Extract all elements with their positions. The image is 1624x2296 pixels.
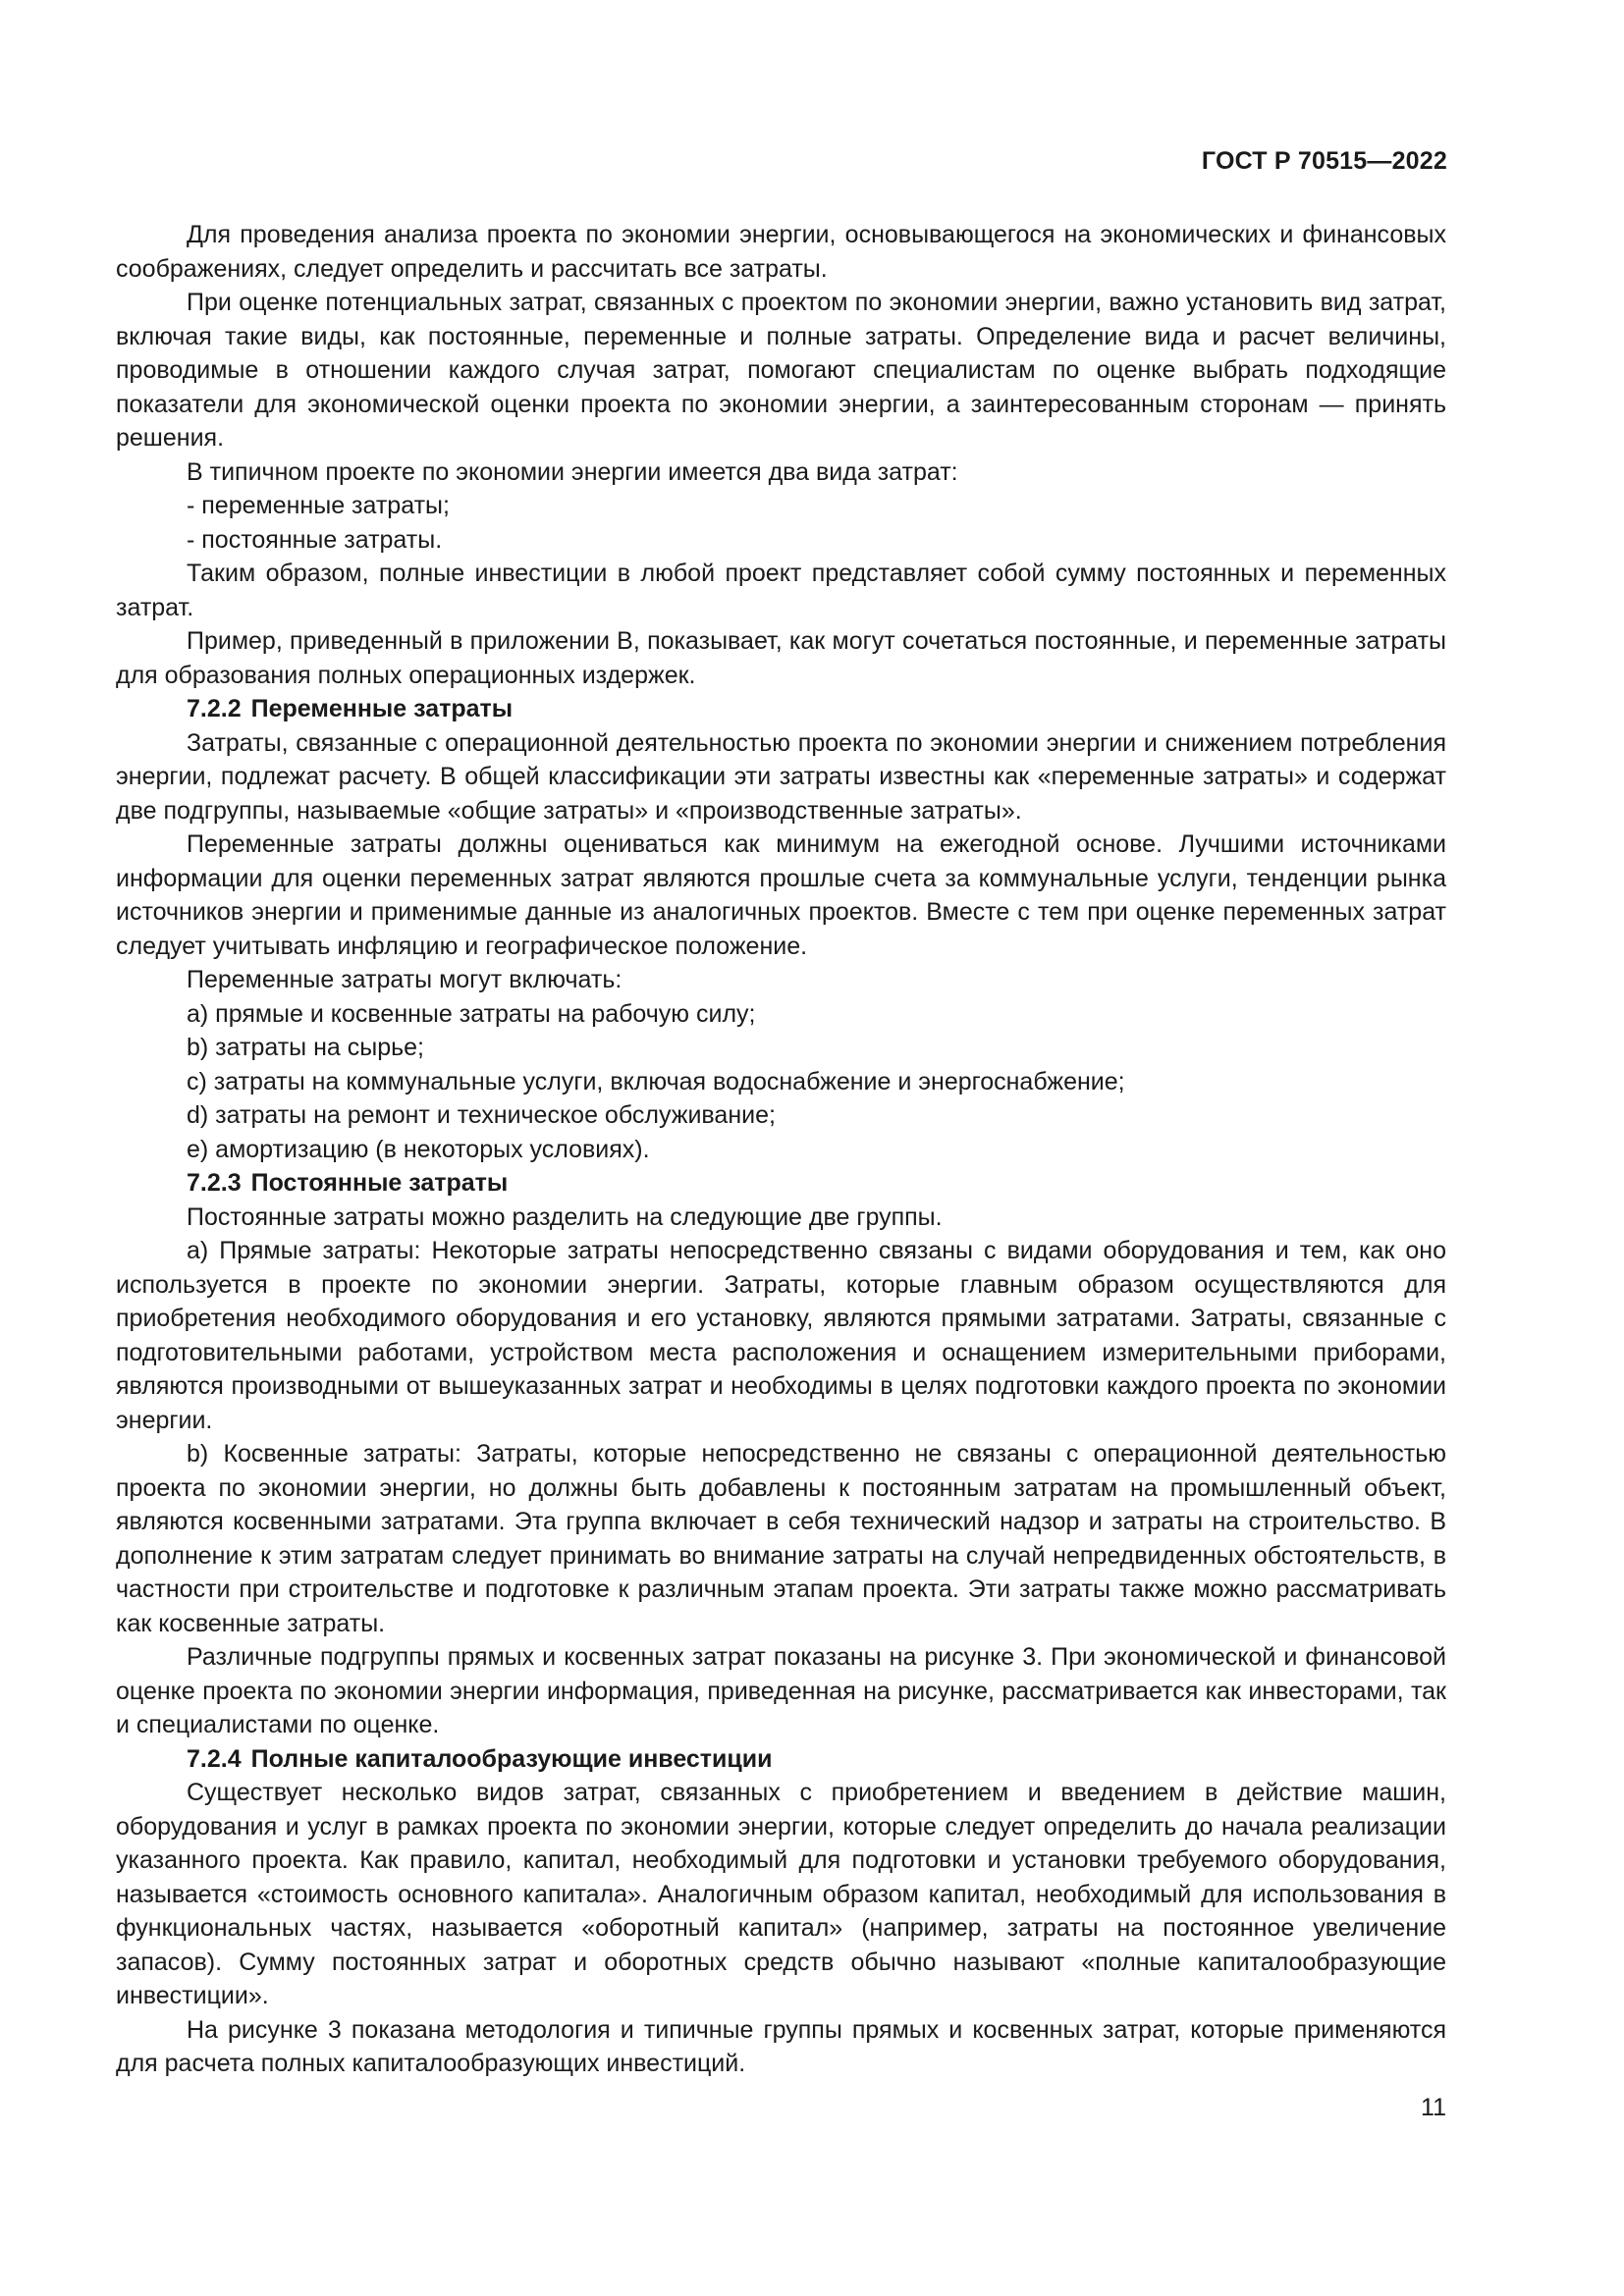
paragraph: Затраты, связанные с операционной деятельностью проекта по экономии энергии и снижением потребления энергии, подлежат расчету. В общей классификации эти затраты известны как «переменные затраты» и содержат две подгруппы, называемые «общие затраты» и «производственные затраты».	[116, 728, 1446, 825]
list-item: c) затраты на коммунальные услуги, включая водоснабжение и энергоснабжение;	[187, 1067, 1125, 1095]
section-heading-7-2-4	[116, 1742, 1446, 1777]
paragraph: Пример, приведенный в приложении В, показывает, как могут сочетаться постоянные, и переменные затраты для образования полных операционных издержек.	[116, 627, 1446, 689]
list-item: a) прямые и косвенные затраты на рабочую силу;	[187, 999, 756, 1028]
paragraph: На рисунке 3 показана методология и типичные группы прямых и косвенных затрат, которые применяются для расчета полных капиталообразующих инвестиций.	[116, 2015, 1446, 2077]
page-number: 11	[1421, 2094, 1446, 2121]
section-title: Постоянные затраты	[250, 1169, 509, 1197]
paragraph: Таким образом, полные инвестиции в любой проект представляет собой сумму постоянных и переменных затрат.	[116, 560, 1446, 621]
section-heading-7-2-3	[116, 1166, 1446, 1201]
list-item: e) амортизацию (в некоторых условиях).	[187, 1135, 650, 1163]
document-body	[116, 218, 1446, 2081]
section-number: 7.2.2	[187, 695, 242, 722]
paragraph: a) Прямые затраты: Некоторые затраты непосредственно связаны с видами оборудования и тем, как оно используется в проекте по экономии энергии. Затраты, которые главным образом осуществляются для приобретения необходимого оборудования и его установку, являются прямыми затратами. Затраты, связанные с подготовительными работами, устройством места расположения и оснащением измерительными приборами, являются производными от вышеуказанных затрат и необходимы в целях подготовки каждого проекта по экономии энергии.	[116, 1237, 1446, 1434]
paragraph: При оценке потенциальных затрат, связанных с проектом по экономии энергии, важно установить вид затрат, включая такие виды, как постоянные, переменные и полные затраты. Определение вида и расчет величины, проводимые в отношении каждого случая затрат, помогают специалистам по оценке выбрать подходящие показатели для экономической оценки проекта по экономии энергии, а заинтересованным сторонам — принять решения.	[116, 289, 1446, 452]
section-title: Полные капиталообразующие инвестиции	[250, 1744, 773, 1773]
section-heading-7-2-2	[116, 692, 1446, 726]
standard-code-header: ГОСТ Р 70515—2022	[1201, 147, 1447, 175]
paragraph: Различные подгруппы прямых и косвенных затрат показаны на рисунке 3. При экономической и финансовой оценке проекта по экономии энергии информация, приведенная на рисунке, рассматривается как инвесторами, так и специалистами по оценке.	[116, 1643, 1446, 1738]
paragraph: Для проведения анализа проекта по экономии энергии, основывающегося на экономических и финансовых соображениях, следует определить и рассчитать все затраты.	[116, 221, 1446, 283]
list-item: - постоянные затраты.	[187, 525, 443, 554]
section-number: 7.2.4	[187, 1744, 242, 1773]
list-item: b) затраты на сырье;	[187, 1034, 424, 1061]
paragraph: В типичном проекте по экономии энергии имеется два вида затрат:	[187, 457, 958, 486]
list-item: - переменные затраты;	[187, 492, 450, 519]
list-item: d) затраты на ремонт и техническое обслуживание;	[187, 1101, 776, 1129]
paragraph: b) Косвенные затраты: Затраты, которые непосредственно не связаны с операционной деятельностью проекта по экономии энергии, но должны быть добавлены к постоянным затратам на промышленный объект, являются косвенными затратами. Эта группа включает в себя технический надзор и затраты на строительство. В дополнение к этим затратам следует принимать во внимание затраты на случай непредвиденных обстоятельств, в частности при строительстве и подготовке к различным этапам проекта. Эти затраты также можно рассматривать как косвенные затраты.	[116, 1440, 1446, 1637]
section-number: 7.2.3	[187, 1169, 242, 1197]
section-title: Переменные затраты	[250, 695, 514, 722]
paragraph: Существует несколько видов затрат, связанных с приобретением и введением в действие машин, оборудования и услуг в рамках проекта по экономии энергии, которые следует определить до начала реализации указанного проекта. Как правило, капитал, необходимый для подготовки и установки требуемого оборудования, называется «стоимость основного капитала». Аналогичным образом капитал, необходимый для использования в функциональных частях, называется «оборотный капитал» (например, затраты на постоянное увеличение запасов). Сумму постоянных затрат и оборотных средств обычно называют «полные капиталообразующие инвестиции».	[116, 1779, 1446, 2009]
paragraph: Переменные затраты должны оцениваться как минимум на ежегодной основе. Лучшими источниками информации для оценки переменных затрат являются прошлые счета за коммунальные услуги, тенденции рынка источников энергии и применимые данные из аналогичных проектов. Вместе с тем при оценке переменных затрат следует учитывать инфляцию и географическое положение.	[116, 830, 1446, 960]
paragraph: Переменные затраты могут включать:	[187, 966, 623, 993]
paragraph: Постоянные затраты можно разделить на следующие две группы.	[187, 1202, 943, 1231]
